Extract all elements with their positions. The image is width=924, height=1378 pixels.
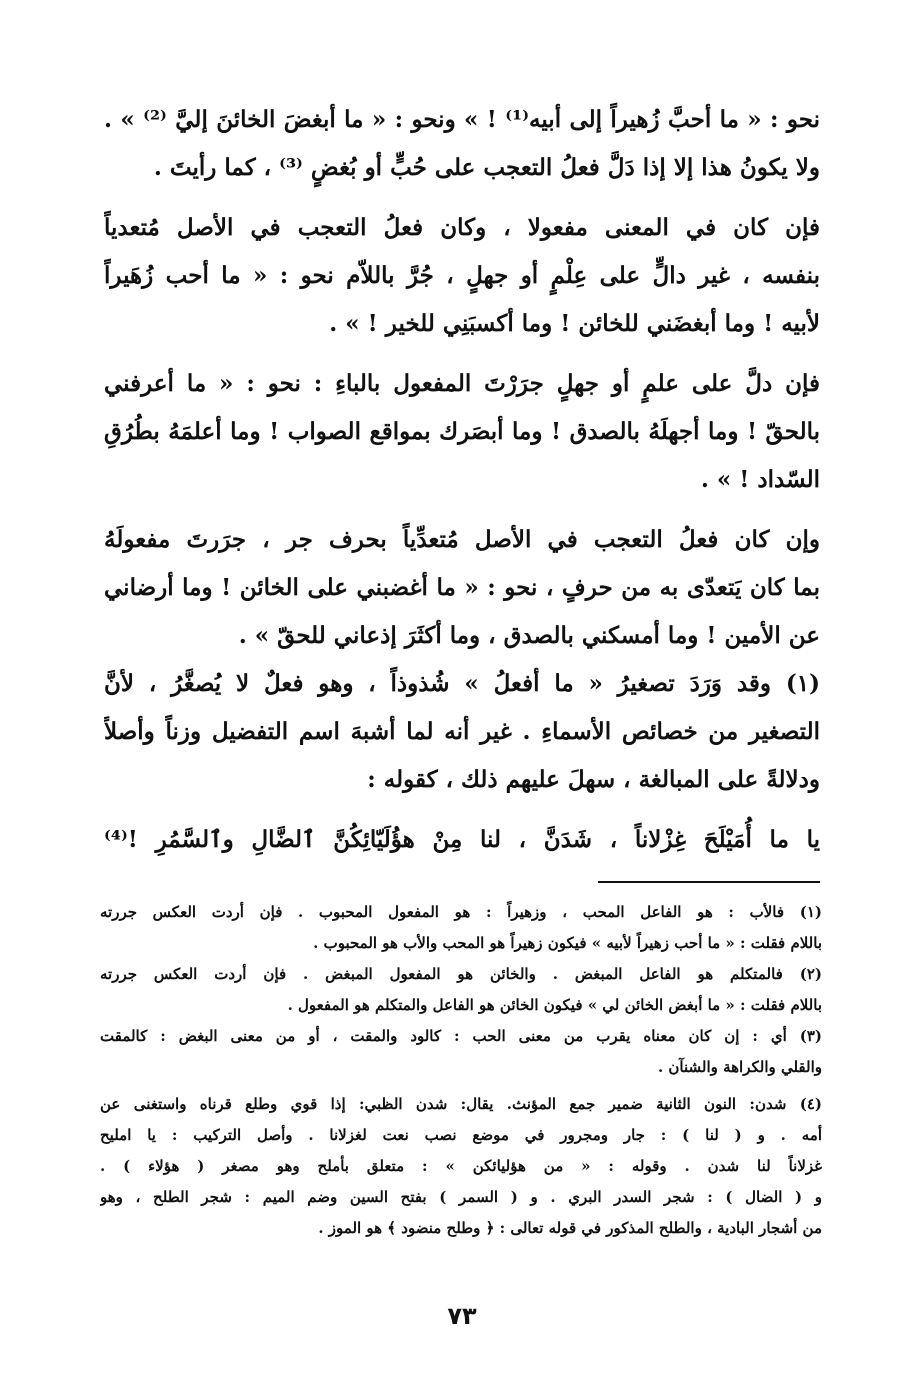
- text-line: فإن دلَّ على علمٍ أو جهلٍ جرَرْتَ المفعول بالباءِ : نحو : « ما أعرفني: [104, 370, 820, 397]
- text-line: وإن كان فعلُ التعجب في الأصل مُتعدِّياً بحرف جر ، جرَرتَ مفعولَهُ: [104, 526, 820, 553]
- footnote-line: أمه . و ( لنا ) : جار ومجرور في موضع نصب نعت لغزلانا . وأصل التركيب : يا امليح: [100, 1126, 822, 1144]
- footnote-line: (١) فالأب : هو الفاعل المحب ، وزهيراً : هو المفعول المحبوب . فإن أردت العكس جررته: [100, 903, 822, 921]
- text-line: بما كان يَتعدّى به من حرفٍ ، نحو : « ما أغضبني على الخائن ! وما أرضاني: [104, 574, 820, 601]
- paragraph-4: [104, 516, 820, 660]
- footnote-2: [100, 959, 822, 1021]
- page-number: ٧٣: [447, 1302, 477, 1330]
- footnote-line: (٣) أي : إن كان معناه يقرب من معنى الحب : كالود والمقت ، أو من معنى البغض : كالمقت: [100, 1027, 822, 1045]
- footnote-line: من أشجار البادية ، والطلح المذكور في قوله تعالى : ﴿ وطلح منضود ﴾ هو الموز .: [318, 1219, 822, 1237]
- footnote-line: والقلي والكراهة والشنآن .: [657, 1058, 822, 1076]
- text-line: ودلالةً على المبالغة ، سهلَ عليهم ذلك ، كقوله :: [367, 766, 820, 793]
- footnote-separator: [598, 881, 820, 883]
- footnote-line: باللام فقلت : « ما أحب زهيراً لأبيه » فيكون زهيراً هو المحب والأب هو المحبوب .: [313, 934, 822, 952]
- text-line: بالحقّ ! وما أجهلَهُ بالصدق ! وما أبصَرك بمواقع الصواب ! وما أعلمَهُ بطُرُقِ: [104, 418, 820, 445]
- poetry-verse: [104, 816, 820, 864]
- text-line: التصغير من خصائص الأسماءِ . غير أنه لما أشبهَ اسم التفضيل وزناً وأصلاً: [104, 718, 820, 745]
- paragraph-1: [104, 96, 820, 192]
- footnotes: [100, 897, 822, 1244]
- text-line: فإن كان في المعنى مفعولا ، وكان فعلُ التعجب في الأصل مُتعدياً: [104, 214, 820, 241]
- paragraph-3: [104, 360, 820, 504]
- paragraph-5: [104, 660, 820, 804]
- text-line: نحو : « ما أحبَّ زُهيراً إلى أبيه⁽¹⁾ ! » ونحو : « ما أبغضَ الخائنَ إليَّ ⁽²⁾ » .: [104, 106, 820, 133]
- main-text: [104, 96, 820, 864]
- footnote-line: (٤) شدن: النون الثانية ضمير جمع المؤنث. يقال: شدن الظبي: إذا قوي وطلع قرناه واستغنى عن: [100, 1095, 822, 1113]
- text-line: عن الأمين ! وما أمسكني بالصدق ، وما أكثَرَ إذعاني للحقّ » .: [238, 622, 820, 649]
- footnote-1: [100, 897, 822, 959]
- text-line: بنفسه ، غير دالٍّ على عِلْمٍ أو جهلٍ ، جُرَّ باللاّم نحو : « ما أحب زُهَيراً: [104, 262, 820, 289]
- text-line: السّداد ! » .: [700, 466, 820, 493]
- footnote-line: باللام فقلت : « ما أبغض الخائن لي » فيكون الخائن هو الفاعل والمتكلم هو المفعول .: [287, 996, 822, 1014]
- verse-line: يا ما أُمَيْلَحَ غِزْلاناً ، شَدَنَّ ، لنا مِنْ هؤُلَيّائِكُنَّ ٱلضَّالِ وٱلسَّمُرِ !⁽⁴⁾: [104, 826, 820, 853]
- text-line: (١) وقد وَرَدَ تصغيرُ « ما أفعلُ » شُذوذاً ، وهو فعلٌ لا يُصغَّرُ ، لأنَّ: [104, 670, 820, 697]
- paragraph-2: [104, 204, 820, 348]
- text-line: ولا يكونُ هذا إلا إذا دَلَّ فعلُ التعجب على حُبٍّ أو بُغضٍ ⁽³⁾ ، كما رأيتَ .: [153, 154, 820, 181]
- footnote-3: [100, 1021, 822, 1083]
- footnote-line: غزلاناً لنا شدن . وقوله : « من هؤليائكن » : متعلق بأملح وهو مصغر ( هؤلاء ) .: [100, 1157, 822, 1175]
- footnote-4: [100, 1089, 822, 1244]
- text-line: لأبيه ! وما أبغضَني للخائن ! وما أكسبَنِي للخير ! » .: [329, 310, 820, 337]
- footnote-line: (٢) فالمتكلم هو الفاعل المبغض . والخائن هو المفعول المبغض . فإن أردت العكس جررته: [100, 965, 822, 983]
- footnote-line: و ( الضال ) : شجر السدر البري . و ( السمر ) بفتح السين وضم الميم : شجر الطلح ، وهو: [100, 1188, 822, 1206]
